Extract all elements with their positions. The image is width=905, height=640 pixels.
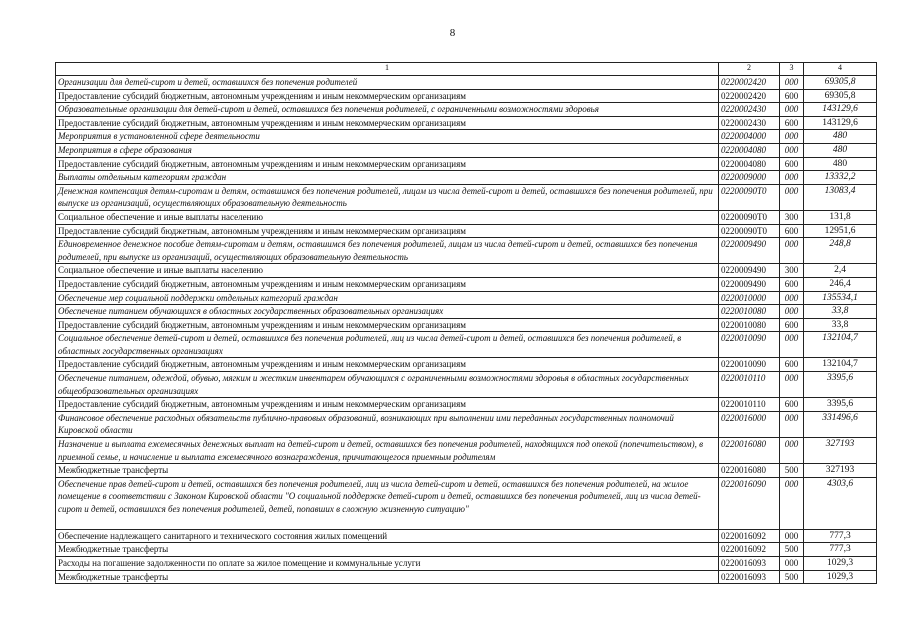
row-amount: 4303,6 xyxy=(804,477,877,529)
table-row xyxy=(56,89,877,103)
row-amount: 132104,7 xyxy=(804,358,877,372)
row-amount: 69305,8 xyxy=(804,76,877,90)
table-row xyxy=(56,318,877,332)
row-code: 0220016092 xyxy=(719,543,780,557)
row-amount: 1029,3 xyxy=(804,557,877,571)
row-code: 0220016090 xyxy=(719,477,780,529)
row-code: 0220016093 xyxy=(719,557,780,571)
row-name: Денежная компенсация детям-сиротам и детям, оставшимся без попечения родителей, лицам из числа детей-сирот и детей, оставшихся без попечения родителей, при выпуске из организаций, осуществляющих образовательную деятельность xyxy=(56,184,719,210)
table-row xyxy=(56,398,877,412)
column-header-code: 2 xyxy=(719,63,780,76)
table-row xyxy=(56,305,877,319)
row-name: Предоставление субсидий бюджетным, автономным учреждениям и иным некоммерческим организациям xyxy=(56,157,719,171)
row-expense-type: 000 xyxy=(780,411,804,437)
table-row xyxy=(56,543,877,557)
table-row xyxy=(56,358,877,372)
row-name: Расходы на погашение задолженности по оплате за жилое помещение и коммунальные услуги xyxy=(56,557,719,571)
row-expense-type: 000 xyxy=(780,557,804,571)
row-code: 0220010090 xyxy=(719,332,780,358)
table-row xyxy=(56,76,877,90)
row-name: Единовременное денежное пособие детям-сиротам и детям, оставшимся без попечения родителей, лицам из числа детей-сирот и детей, оставшихся без попечения родителей, при выпуске из организаций, осуществляющих образовательную деятельность xyxy=(56,238,719,264)
row-code: 0220016092 xyxy=(719,529,780,543)
row-code: 0220009490 xyxy=(719,238,780,264)
row-code: 0220002420 xyxy=(719,76,780,90)
row-expense-type: 000 xyxy=(780,438,804,464)
column-header-amount: 4 xyxy=(804,63,877,76)
table-row xyxy=(56,477,877,529)
row-name: Социальное обеспечение и иные выплаты населению xyxy=(56,264,719,278)
row-expense-type: 000 xyxy=(780,143,804,157)
row-name: Обеспечение питанием, одеждой, обувью, мягким и жестким инвентарем обучающихся с ограниченными возможностями здоровья в областных государственных общеобразовательных организациях xyxy=(56,372,719,398)
row-code: 0220004000 xyxy=(719,130,780,144)
row-code: 0220010110 xyxy=(719,372,780,398)
row-name: Обеспечение надлежащего санитарного и технического состояния жилых помещений xyxy=(56,529,719,543)
row-expense-type: 000 xyxy=(780,130,804,144)
row-expense-type: 600 xyxy=(780,89,804,103)
row-code: 0220016080 xyxy=(719,438,780,464)
row-name: Межбюджетные трансферты xyxy=(56,543,719,557)
row-expense-type: 300 xyxy=(780,210,804,224)
row-code: 02200090Т0 xyxy=(719,184,780,210)
row-name: Образовательные организации для детей-сирот и детей, оставшихся без попечения родителей, с ограниченными возможностями здоровья xyxy=(56,103,719,117)
table-row xyxy=(56,143,877,157)
row-expense-type: 000 xyxy=(780,529,804,543)
row-expense-type: 000 xyxy=(780,372,804,398)
row-code: 0220010080 xyxy=(719,305,780,319)
row-code: 0220009000 xyxy=(719,171,780,185)
table-row xyxy=(56,529,877,543)
table-row xyxy=(56,171,877,185)
row-name: Обеспечение прав детей-сирот и детей, оставшихся без попечения родителей, лиц из числа детей-сирот и детей, оставшихся без попечения родителей, на жилое помещение в соответствии с Законом Кировской области "О социальной поддержке детей-сирот и детей, оставшихся без попечения родителей, лиц из числа детей-сирот и детей, оставшихся без попечения родителей, детей, попавших в сложную жизненную ситуацию" xyxy=(56,477,719,529)
row-name: Межбюджетные трансферты xyxy=(56,570,719,584)
row-amount: 3395,6 xyxy=(804,372,877,398)
row-amount: 143129,6 xyxy=(804,103,877,117)
row-expense-type: 600 xyxy=(780,116,804,130)
row-expense-type: 300 xyxy=(780,264,804,278)
table-row xyxy=(56,238,877,264)
row-amount: 248,8 xyxy=(804,238,877,264)
row-expense-type: 500 xyxy=(780,570,804,584)
row-expense-type: 000 xyxy=(780,291,804,305)
row-expense-type: 000 xyxy=(780,332,804,358)
row-name: Обеспечение питанием обучающихся в областных государственных образовательных организациях xyxy=(56,305,719,319)
row-amount: 777,3 xyxy=(804,543,877,557)
row-amount: 777,3 xyxy=(804,529,877,543)
row-name: Предоставление субсидий бюджетным, автономным учреждениям и иным некоммерческим организациям xyxy=(56,358,719,372)
row-name: Межбюджетные трансферты xyxy=(56,464,719,478)
row-amount: 2,4 xyxy=(804,264,877,278)
row-expense-type: 600 xyxy=(780,358,804,372)
row-expense-type: 000 xyxy=(780,103,804,117)
row-name: Мероприятия в сфере образования xyxy=(56,143,719,157)
row-code: 0220010080 xyxy=(719,318,780,332)
row-name: Предоставление субсидий бюджетным, автономным учреждениям и иным некоммерческим организациям xyxy=(56,224,719,238)
row-name: Социальное обеспечение детей-сирот и детей, оставшихся без попечения родителей, лиц из числа детей-сирот и детей, оставшихся без попечения родителей, в областных государственных организациях xyxy=(56,332,719,358)
table-row xyxy=(56,210,877,224)
row-code: 0220010000 xyxy=(719,291,780,305)
row-expense-type: 000 xyxy=(780,76,804,90)
page-number: 8 xyxy=(449,27,456,39)
row-name: Мероприятия в установленной сфере деятельности xyxy=(56,130,719,144)
row-expense-type: 500 xyxy=(780,464,804,478)
table-row xyxy=(56,570,877,584)
row-amount: 69305,8 xyxy=(804,89,877,103)
table-row xyxy=(56,438,877,464)
table-row xyxy=(56,332,877,358)
row-amount: 3395,6 xyxy=(804,398,877,412)
row-code: 0220004080 xyxy=(719,143,780,157)
row-code: 0220009490 xyxy=(719,277,780,291)
row-code: 0220002430 xyxy=(719,103,780,117)
row-name: Предоставление субсидий бюджетным, автономным учреждениям и иным некоммерческим организациям xyxy=(56,398,719,412)
row-code: 0220004080 xyxy=(719,157,780,171)
row-amount: 480 xyxy=(804,157,877,171)
row-code: 0220002420 xyxy=(719,89,780,103)
row-code: 0220010090 xyxy=(719,358,780,372)
row-name: Предоставление субсидий бюджетным, автономным учреждениям и иным некоммерческим организациям xyxy=(56,116,719,130)
row-expense-type: 000 xyxy=(780,184,804,210)
table-row xyxy=(56,557,877,571)
row-name: Социальное обеспечение и иные выплаты населению xyxy=(56,210,719,224)
row-expense-type: 600 xyxy=(780,277,804,291)
row-code: 0220002430 xyxy=(719,116,780,130)
row-expense-type: 000 xyxy=(780,477,804,529)
row-amount: 480 xyxy=(804,130,877,144)
row-code: 0220016093 xyxy=(719,570,780,584)
row-name: Финансовое обеспечение расходных обязательств публично-правовых образований, возникающих при выполнении ими переданных государственных полномочий Кировской области xyxy=(56,411,719,437)
budget-table xyxy=(55,62,877,584)
row-expense-type: 000 xyxy=(780,171,804,185)
row-code: 0220016000 xyxy=(719,411,780,437)
table-row xyxy=(56,184,877,210)
table-row xyxy=(56,264,877,278)
row-amount: 331496,6 xyxy=(804,411,877,437)
row-amount: 480 xyxy=(804,143,877,157)
row-amount: 1029,3 xyxy=(804,570,877,584)
table-row xyxy=(56,116,877,130)
row-amount: 131,8 xyxy=(804,210,877,224)
row-code: 0220016080 xyxy=(719,464,780,478)
row-expense-type: 600 xyxy=(780,157,804,171)
column-header-expense-type: 3 xyxy=(780,63,804,76)
row-amount: 327193 xyxy=(804,464,877,478)
table-header-row xyxy=(56,63,877,76)
row-name: Предоставление субсидий бюджетным, автономным учреждениям и иным некоммерческим организациям xyxy=(56,318,719,332)
row-name: Организации для детей-сирот и детей, оставшихся без попечения родителей xyxy=(56,76,719,90)
row-name: Выплаты отдельным категориям граждан xyxy=(56,171,719,185)
table-row xyxy=(56,277,877,291)
row-expense-type: 000 xyxy=(780,305,804,319)
row-expense-type: 600 xyxy=(780,318,804,332)
row-name: Обеспечение мер социальной поддержки отдельных категорий граждан xyxy=(56,291,719,305)
table-row xyxy=(56,464,877,478)
column-header-name: 1 xyxy=(56,63,719,76)
row-code: 02200090Т0 xyxy=(719,210,780,224)
row-amount: 132104,7 xyxy=(804,332,877,358)
table-row xyxy=(56,411,877,437)
row-amount: 135534,1 xyxy=(804,291,877,305)
table-row xyxy=(56,130,877,144)
row-expense-type: 500 xyxy=(780,543,804,557)
row-amount: 33,8 xyxy=(804,318,877,332)
table-row xyxy=(56,372,877,398)
row-name: Предоставление субсидий бюджетным, автономным учреждениям и иным некоммерческим организациям xyxy=(56,277,719,291)
row-amount: 33,8 xyxy=(804,305,877,319)
table-row xyxy=(56,157,877,171)
row-amount: 13332,2 xyxy=(804,171,877,185)
row-amount: 327193 xyxy=(804,438,877,464)
row-expense-type: 600 xyxy=(780,398,804,412)
row-amount: 143129,6 xyxy=(804,116,877,130)
row-amount: 12951,6 xyxy=(804,224,877,238)
table-row xyxy=(56,291,877,305)
row-code: 02200090Т0 xyxy=(719,224,780,238)
row-code: 0220010110 xyxy=(719,398,780,412)
row-name: Предоставление субсидий бюджетным, автономным учреждениям и иным некоммерческим организациям xyxy=(56,89,719,103)
table-row xyxy=(56,224,877,238)
row-amount: 13083,4 xyxy=(804,184,877,210)
table-row xyxy=(56,103,877,117)
row-code: 0220009490 xyxy=(719,264,780,278)
row-expense-type: 600 xyxy=(780,224,804,238)
row-expense-type: 000 xyxy=(780,238,804,264)
row-amount: 246,4 xyxy=(804,277,877,291)
row-name: Назначение и выплата ежемесячных денежных выплат на детей-сирот и детей, оставшихся без попечения родителей, находящихся под опекой (попечительством), в приемной семье, и начисление и выплата ежемесячного вознаграждения, причитающегося приемным родителям xyxy=(56,438,719,464)
